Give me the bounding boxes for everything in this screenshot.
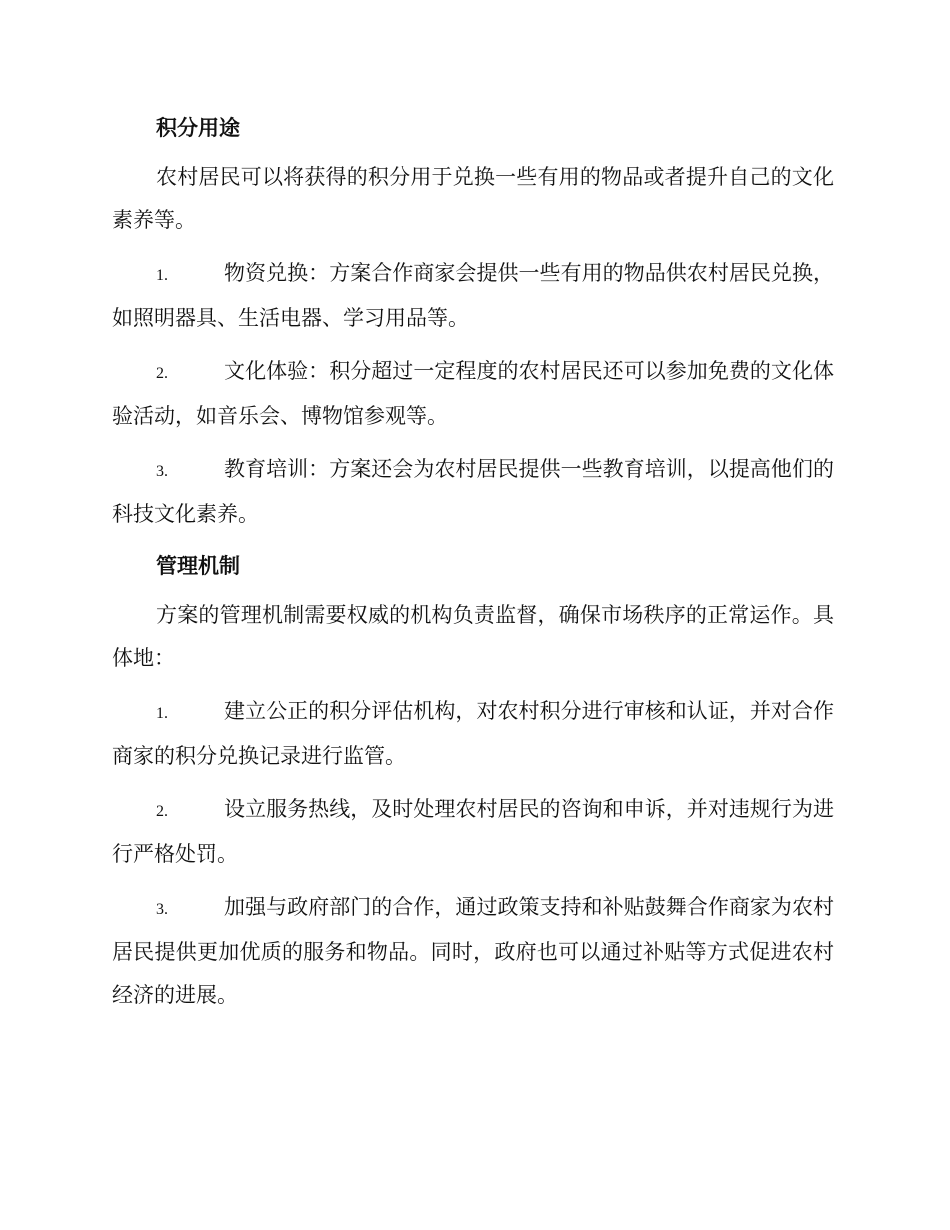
list-item-number: 3. — [156, 463, 168, 480]
list-item-number: 2. — [156, 365, 168, 382]
document-body — [112, 108, 834, 1027]
list-item-number: 1. — [156, 267, 168, 284]
list-item — [112, 448, 834, 536]
list-item-number: 3. — [156, 901, 168, 918]
list-item — [112, 886, 834, 1017]
section-intro: 农村居民可以将获得的积分用于兑换一些有用的物品或者提升自己的文化素养等。 — [112, 165, 834, 232]
list-item-number: 2. — [156, 803, 168, 820]
section-management — [112, 546, 834, 1017]
section-heading: 积分用途 — [156, 116, 240, 140]
list-item — [112, 690, 834, 778]
list-item — [112, 788, 834, 876]
section-points-usage — [112, 108, 834, 536]
section-heading: 管理机制 — [156, 554, 240, 578]
list-item — [112, 252, 834, 340]
list-item-text: 文化体验：积分超过一定程度的农村居民还可以参加免费的文化体验活动，如音乐会、博物馆参观等。 — [112, 359, 834, 428]
list-item-text: 加强与政府部门的合作，通过政策支持和补贴鼓舞合作商家为农村居民提供更加优质的服务和物品。同时，政府也可以通过补贴等方式促进农村经济的进展。 — [112, 895, 834, 1007]
list-item — [112, 350, 834, 438]
list-item-number: 1. — [156, 705, 168, 722]
list-item-text: 教育培训：方案还会为农村居民提供一些教育培训，以提高他们的科技文化素养。 — [112, 457, 834, 526]
list-item-text: 建立公正的积分评估机构，对农村积分进行审核和认证，并对合作商家的积分兑换记录进行监管。 — [112, 699, 834, 768]
list-item-text: 物资兑换：方案合作商家会提供一些有用的物品供农村居民兑换，如照明器具、生活电器、学习用品等。 — [112, 261, 834, 330]
list-item-text: 设立服务热线，及时处理农村居民的咨询和申诉，并对违规行为进行严格处罚。 — [112, 797, 834, 866]
section-intro: 方案的管理机制需要权威的机构负责监督，确保市场秩序的正常运作。具体地： — [112, 603, 834, 670]
